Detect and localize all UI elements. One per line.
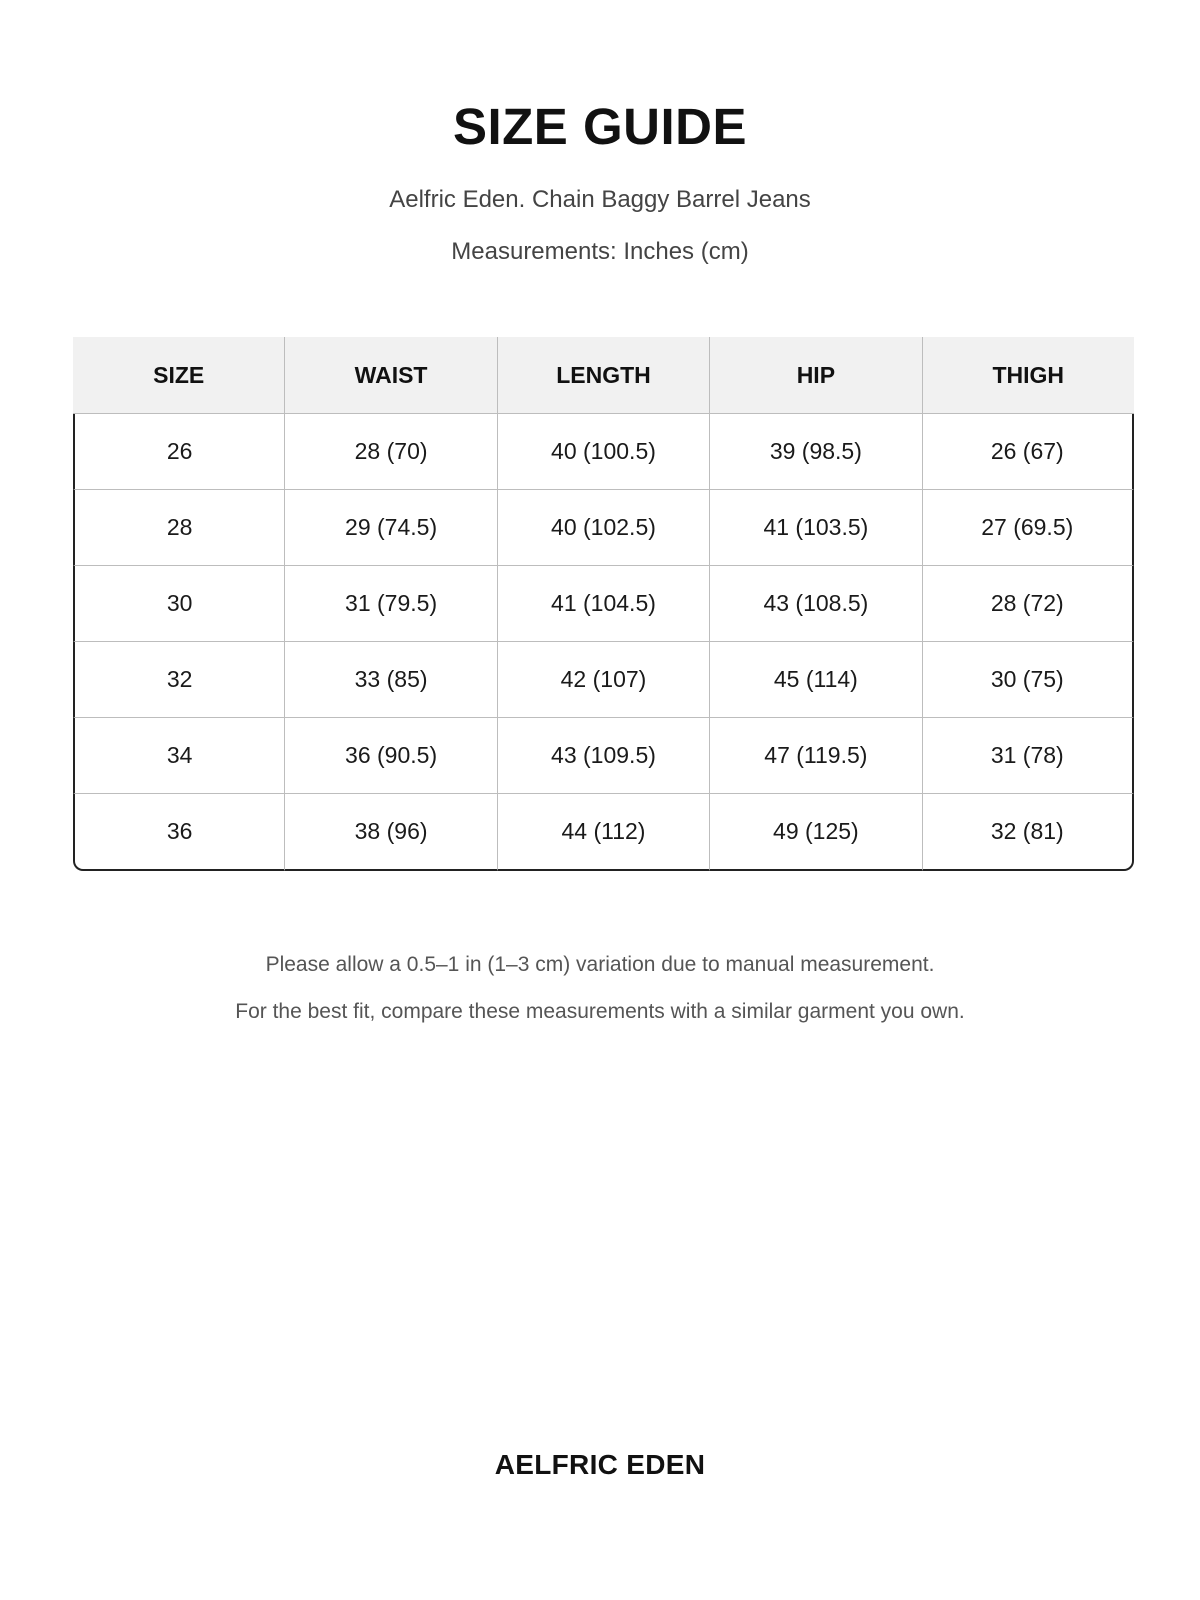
table-row (73, 490, 1134, 566)
cell-length: 40 (102.5) (498, 490, 710, 566)
cell-hip: 45 (114) (710, 642, 922, 718)
cell-length: 40 (100.5) (498, 414, 710, 490)
column-header-waist: WAIST (285, 337, 497, 414)
fit-note: For the best fit, compare these measurements with a similar garment you own. (235, 1000, 965, 1023)
cell-thigh: 30 (75) (923, 642, 1134, 718)
table-row (73, 794, 1134, 871)
cell-thigh: 31 (78) (923, 718, 1134, 794)
cell-hip: 39 (98.5) (710, 414, 922, 490)
cell-waist: 29 (74.5) (285, 490, 497, 566)
cell-thigh: 32 (81) (923, 794, 1134, 871)
table-header (73, 337, 1134, 414)
cell-hip: 41 (103.5) (710, 490, 922, 566)
variation-note: Please allow a 0.5–1 in (1–3 cm) variation due to manual measurement. (265, 953, 935, 976)
cell-length: 41 (104.5) (498, 566, 710, 642)
column-header-thigh: THIGH (923, 337, 1134, 414)
cell-waist: 31 (79.5) (285, 566, 497, 642)
table-body (73, 414, 1134, 871)
cell-size: 28 (73, 490, 285, 566)
cell-waist: 38 (96) (285, 794, 497, 871)
cell-length: 42 (107) (498, 642, 710, 718)
table-row (73, 414, 1134, 490)
cell-length: 44 (112) (498, 794, 710, 871)
brand-logo-text: AELFRIC EDEN (494, 1449, 706, 1480)
cell-size: 34 (73, 718, 285, 794)
cell-thigh: 28 (72) (923, 566, 1134, 642)
cell-thigh: 26 (67) (923, 414, 1134, 490)
cell-size: 30 (73, 566, 285, 642)
cell-hip: 43 (108.5) (710, 566, 922, 642)
cell-waist: 36 (90.5) (285, 718, 497, 794)
cell-length: 43 (109.5) (498, 718, 710, 794)
table-row (73, 566, 1134, 642)
table-row (73, 642, 1134, 718)
cell-size: 26 (73, 414, 285, 490)
cell-hip: 49 (125) (710, 794, 922, 871)
product-name: Aelfric Eden. Chain Baggy Barrel Jeans (389, 186, 811, 213)
measurement-units: Measurements: Inches (cm) (451, 238, 749, 265)
cell-size: 36 (73, 794, 285, 871)
column-header-length: LENGTH (498, 337, 710, 414)
cell-waist: 33 (85) (285, 642, 497, 718)
table-row (73, 718, 1134, 794)
size-chart-table (73, 337, 1134, 871)
column-header-hip: HIP (710, 337, 922, 414)
cell-thigh: 27 (69.5) (923, 490, 1134, 566)
column-header-size: SIZE (73, 337, 285, 414)
cell-waist: 28 (70) (285, 414, 497, 490)
header-row (73, 337, 1134, 414)
page-title: SIZE GUIDE (452, 98, 748, 155)
cell-size: 32 (73, 642, 285, 718)
cell-hip: 47 (119.5) (710, 718, 922, 794)
